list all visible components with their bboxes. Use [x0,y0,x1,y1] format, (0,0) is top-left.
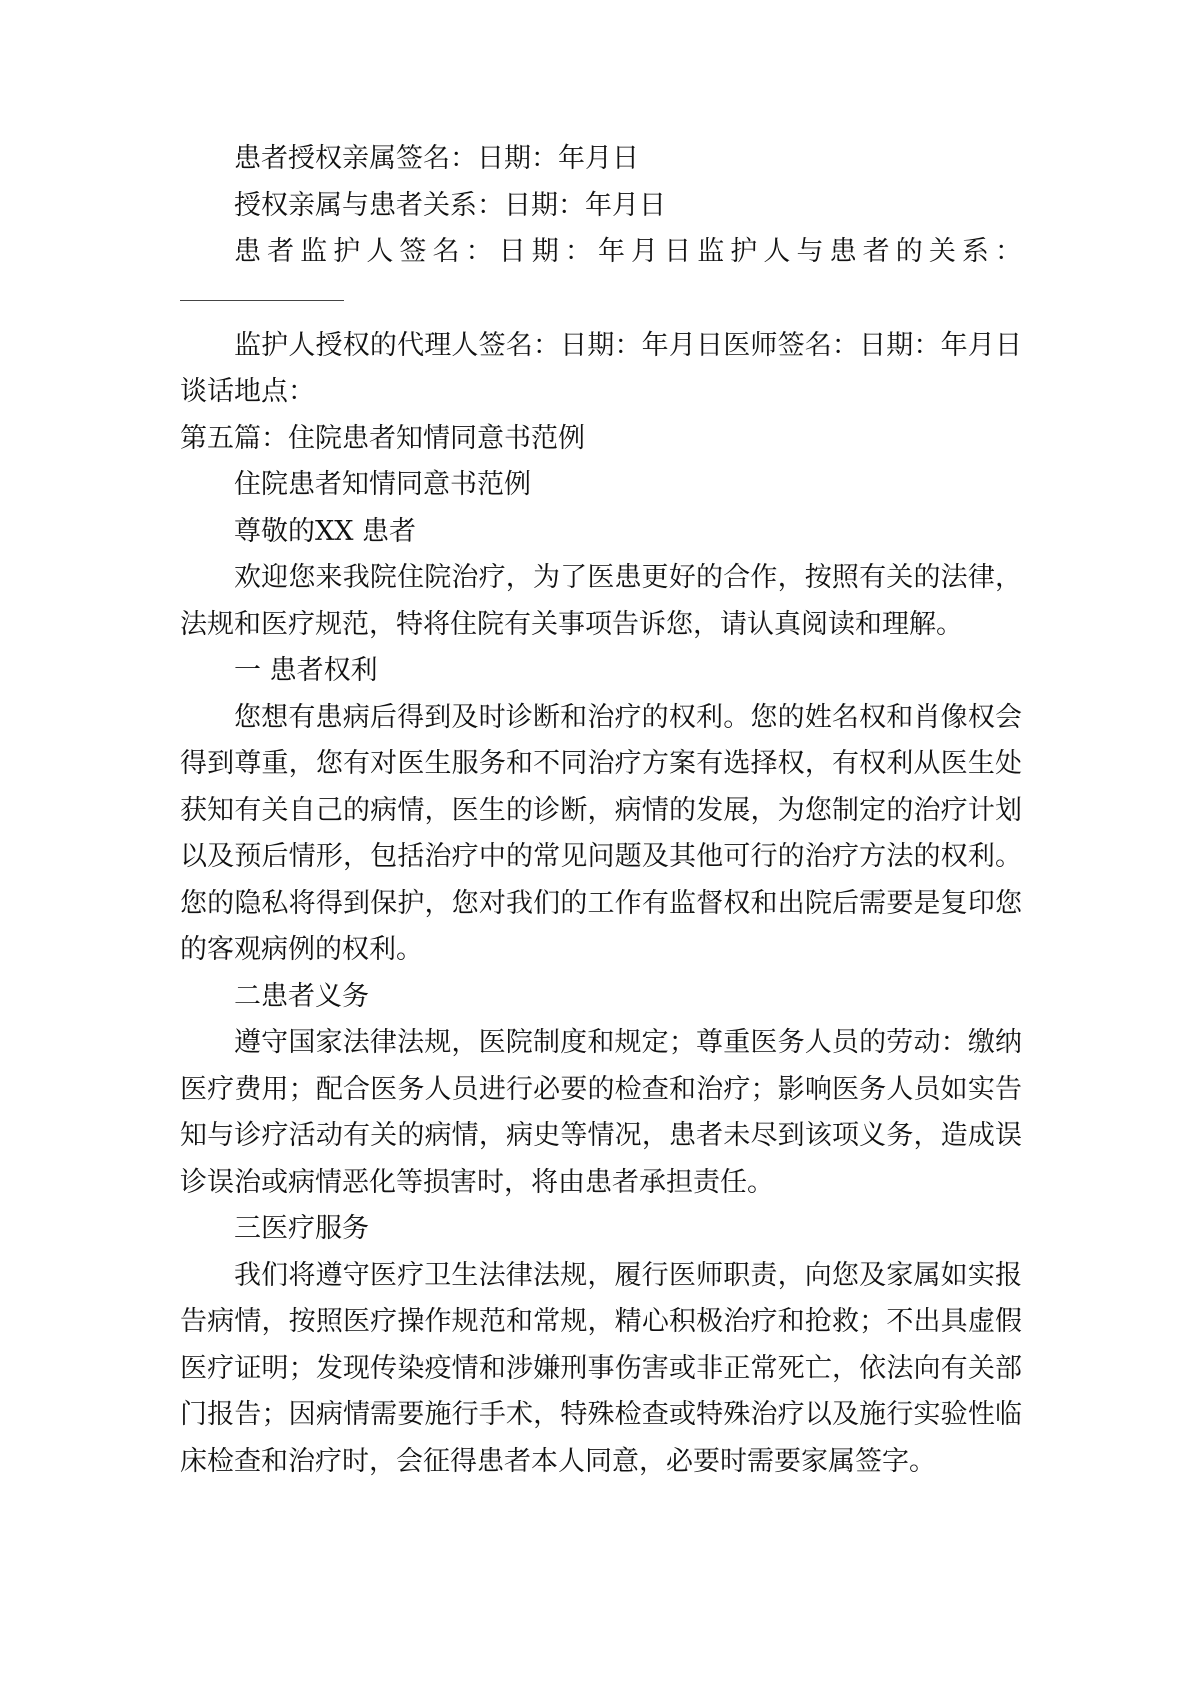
chapter-heading: 第五篇：住院患者知情同意书范例 [180,422,585,454]
salutation: 尊敬的XX 患者 [234,515,417,547]
agent-signature-line: 监护人授权的代理人签名：日期：年月日医师签名：日期：年月日谈话地点： [180,329,1022,407]
blank-underline [180,300,344,301]
section-body-medical-service: 我们将遵守医疗卫生法律法规，履行医师职责，向您及家属如实报告病情，按照医疗操作规范和常规，精心积极治疗和抢救；不出具虚假医疗证明；发现传染疫情和涉嫌刑事伤害或非正常死亡，依法向有关部门报告；因病情需要施行手术，特殊检查或特殊治疗以及施行实验性临床检查和治疗时，会征得患者本人同意，必要时需要家属签字。 [180,1259,1022,1477]
relative-relationship-line: 授权亲属与患者关系：日期：年月日 [234,189,666,221]
welcome-paragraph: 欢迎您来我院住院治疗，为了医患更好的合作，按照有关的法律，法规和医疗规范，特将住院有关事项告诉您，请认真阅读和理解。 [180,562,1022,640]
document-body [180,136,1022,1485]
section-body-obligations: 遵守国家法律法规，医院制度和规定；尊重医务人员的劳动：缴纳医疗费用；配合医务人员进行必要的检查和治疗；影响医务人员如实告知与诊疗活动有关的病情，病史等情况，患者未尽到该项义务，造成误诊误治或病情恶化等损害时，将由患者承担责任。 [180,1027,1022,1198]
document-title: 住院患者知情同意书范例 [234,469,531,500]
section-body-rights: 您想有患病后得到及时诊断和治疗的权利。您的姓名权和肖像权会得到尊重，您有对医生服务和不同治疗方案有选择权，有权利从医生处获知有关自己的病情，医生的诊断，病情的发展，为您制定的治疗计划以及预后情形，包括治疗中的常见问题及其他可行的治疗方法的权利。您的隐私将得到保护，您对我们的工作有监督权和出院后需要是复印您的客观病例的权利。 [180,701,1022,965]
relative-signature-line: 患者授权亲属签名：日期：年月日 [234,143,639,174]
section-heading-medical-service: 三医疗服务 [234,1213,369,1244]
section-heading-obligations: 二患者义务 [234,980,369,1012]
guardian-signature-line: 患者监护人签名：日期：年月日监护人与患者的关系： [234,236,1022,267]
section-heading-rights: 一 患者权利 [234,655,378,686]
